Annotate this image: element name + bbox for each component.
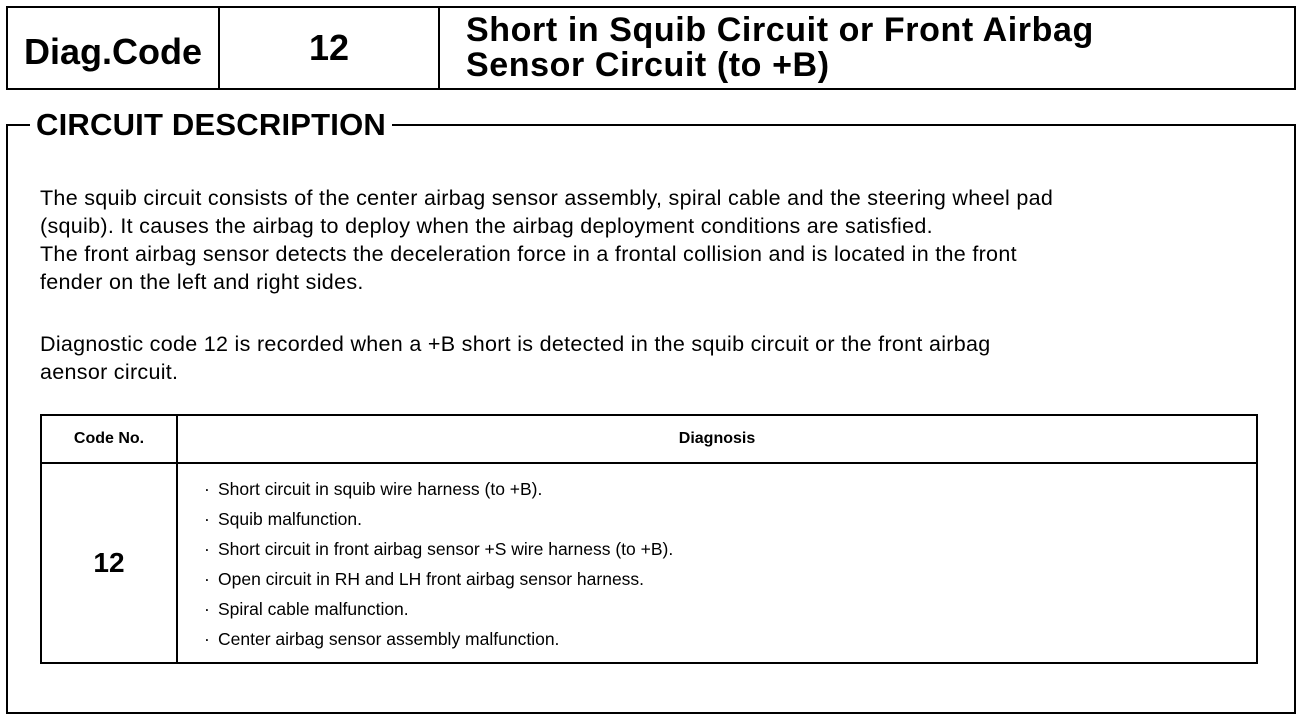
list-item: · Center airbag sensor assembly malfunction. [204, 629, 560, 649]
description-line: The squib circuit consists of the center airbag sensor assembly, spiral cable and the steering wheel pad [40, 186, 1054, 210]
section-title: CIRCUIT DESCRIPTION [30, 104, 392, 146]
diag-code-label: Diag.Code [8, 8, 220, 88]
list-item: · Spiral cable malfunction. [204, 599, 409, 619]
list-item: · Short circuit in squib wire harness (to +B). [204, 479, 543, 499]
description-line: fender on the left and right sides. [40, 270, 364, 294]
list-item: · Short circuit in front airbag sensor +S wire harness (to +B). [204, 539, 674, 559]
list-item: · Squib malfunction. [204, 509, 362, 529]
description-line: aensor circuit. [40, 360, 179, 384]
description-line: Diagnostic code 12 is recorded when a +B short is detected in the squib circuit or the front airbag [40, 332, 991, 356]
description-paragraph-2 [40, 330, 1290, 386]
description-line: (squib). It causes the airbag to deploy when the airbag deployment conditions are satisfied. [40, 214, 933, 238]
diagnosis-list [178, 464, 1256, 662]
list-item: · Open circuit in RH and LH front airbag sensor harness. [204, 569, 645, 589]
description-line: The front airbag sensor detects the deceleration force in a frontal collision and is located in the front [40, 242, 1017, 266]
diag-code-number: 12 [220, 8, 440, 88]
column-header-code-no: Code No. [42, 416, 178, 464]
diag-code-title [440, 8, 1294, 88]
description-paragraph-1 [40, 184, 1290, 296]
diag-code-title-line-2: Sensor Circuit (to +B) [466, 46, 830, 84]
diagnosis-table [40, 414, 1258, 664]
column-header-diagnosis: Diagnosis [178, 416, 1256, 464]
diag-code-header [6, 6, 1296, 90]
diag-code-title-line-1: Short in Squib Circuit or Front Airbag [466, 11, 1094, 49]
table-row-code: 12 [42, 464, 178, 662]
